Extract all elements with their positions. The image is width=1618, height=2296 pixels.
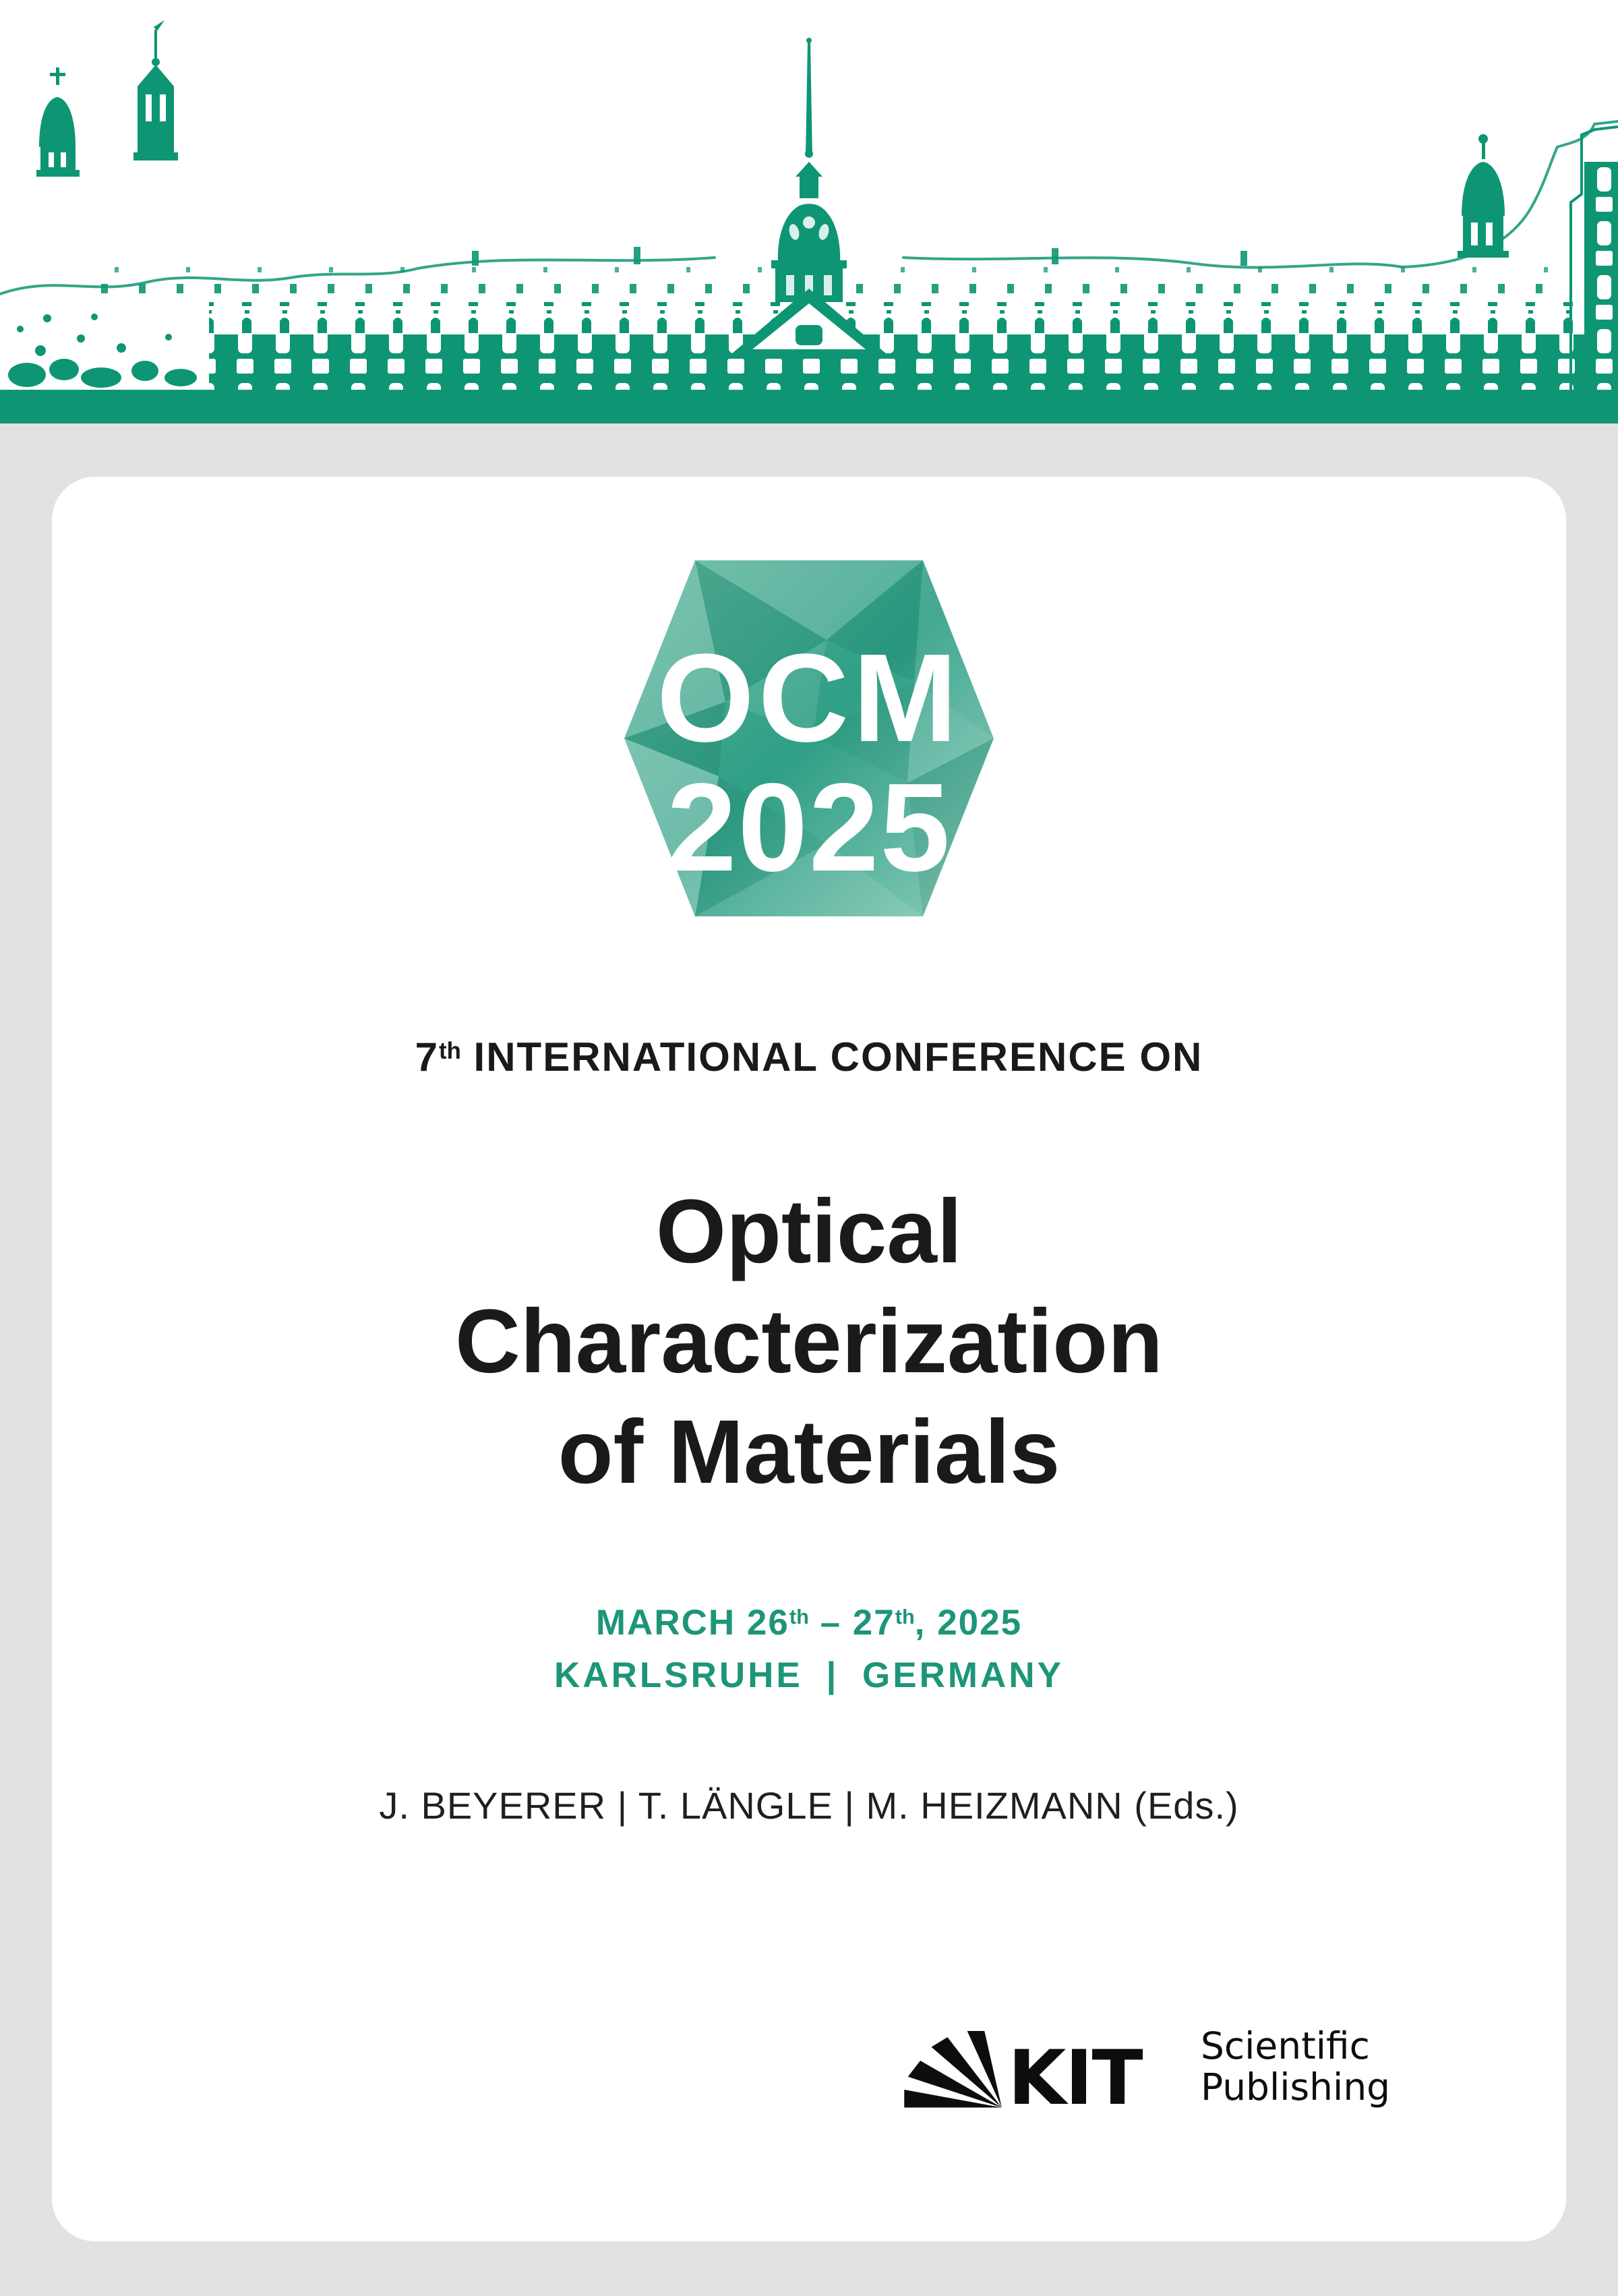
date-year: , 2025	[914, 1603, 1023, 1643]
kit-wordmark: KIT	[1008, 2034, 1142, 2111]
conference-ordinal: th	[439, 1037, 461, 1064]
date-month-day: MARCH 26	[595, 1603, 789, 1643]
left-turret	[36, 67, 80, 177]
date-line	[52, 1597, 1566, 1649]
header-illustration	[0, 0, 1618, 390]
logo-line1: OCM	[657, 628, 961, 768]
date-range: – 27	[808, 1603, 895, 1643]
date-sup2: th	[895, 1605, 915, 1629]
conference-number: 7	[415, 1034, 440, 1080]
editors-line: J. BEYERER | T. LÄNGLE | M. HEIZMANN (Eds.)	[379, 1784, 1239, 1827]
title-line3: of Materials	[558, 1401, 1060, 1502]
event-dates	[52, 1597, 1566, 1703]
right-tower	[1458, 134, 1509, 258]
kit-fan-icon	[904, 2031, 1002, 2108]
book-title	[52, 1177, 1566, 1507]
ocm-2025-logo	[624, 560, 994, 916]
title-line2: Characterization	[455, 1291, 1163, 1392]
publisher-block	[904, 2024, 1391, 2111]
title-line1: Optical	[655, 1181, 963, 1282]
hexagon-crystal-icon	[624, 560, 994, 916]
event-location: KARLSRUHE | GERMANY	[554, 1655, 1064, 1696]
central-tower	[771, 38, 847, 302]
header-band	[0, 390, 1618, 423]
publisher-name-line1: Scientific	[1201, 2024, 1370, 2067]
conference-text: INTERNATIONAL CONFERENCE ON	[460, 1034, 1203, 1080]
karlsruhe-palace-icon	[0, 0, 1618, 390]
left-tower	[133, 20, 178, 160]
publisher-name-line2: Publishing	[1201, 2065, 1391, 2109]
date-sup1: th	[789, 1605, 809, 1629]
logo-line2: 2025	[667, 758, 951, 897]
kit-logo-icon	[904, 2031, 1164, 2111]
cover-card	[52, 477, 1566, 2241]
conference-line	[52, 1034, 1566, 1080]
publisher-name	[1201, 2026, 1390, 2107]
